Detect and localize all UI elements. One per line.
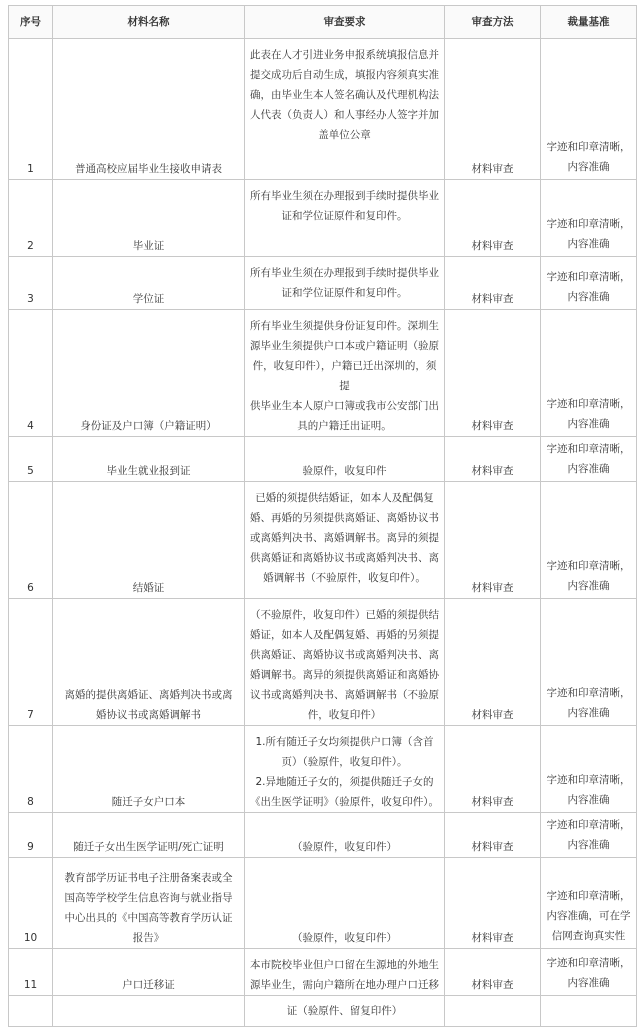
header-requirement: 审查要求 [245,6,445,39]
table-row [9,310,637,437]
review-requirement: 验原件，收复印件 [245,437,445,482]
row-index: 1 [9,39,53,180]
review-requirement: 本市院校毕业但户口留在生源地的外地生 源毕业生，需向户籍所在地办理户口迁移 [245,949,445,996]
review-method: 材料审查 [445,726,541,813]
review-requirement: 所有毕业生须提供身份证复印件。深圳生 源毕业生须提供户口本或户籍证明（验原 件，收复印件），户籍已迁出深圳的，须提 供毕业生本人原户口簿或我市公安部门出 具的户籍迁出证明。 [245,310,445,437]
review-method: 材料审查 [445,257,541,310]
discretion-basis: 字迹和印章清晰， 内容准确 [541,599,637,726]
table-row [9,257,637,310]
table-row [9,482,637,599]
table-row [9,858,637,949]
material-name: 毕业生就业报到证 [53,437,245,482]
material-name: 结婚证 [53,482,245,599]
discretion-basis: 字迹和印章清晰， 内容准确 [541,726,637,813]
review-method: 材料审查 [445,310,541,437]
review-requirement: 1.所有随迁子女均须提供户口簿（含首 页）（验原件，收复印件）。 2.异地随迁子女的，须提供随迁子女的 《出生医学证明》（验原件，收复印件）。 [245,726,445,813]
material-name: 身份证及户口簿（户籍证明） [53,310,245,437]
discretion-basis: 字迹和印章清晰， 内容准确 [541,39,637,180]
row-index: 7 [9,599,53,726]
table-row [9,437,637,482]
table-row [9,180,637,257]
review-requirement: （验原件，收复印件） [245,813,445,858]
table-row [9,726,637,813]
review-requirement: 所有毕业生须在办理报到手续时提供毕业 证和学位证原件和复印件。 [245,180,445,257]
discretion-basis: 字迹和印章清晰， 内容准确 [541,310,637,437]
review-method: 材料审查 [445,482,541,599]
review-requirement: （验原件，收复印件） [245,858,445,949]
review-method: 材料审查 [445,39,541,180]
review-method: 材料审查 [445,437,541,482]
discretion-basis: 字迹和印章清晰， 内容准确 [541,482,637,599]
discretion-basis: 字迹和印章清晰， 内容准确 [541,257,637,310]
header-index: 序号 [9,6,53,39]
row-index: 4 [9,310,53,437]
row-index: 6 [9,482,53,599]
row-index: 2 [9,180,53,257]
material-name: 户口迁移证 [53,949,245,996]
review-requirement: 此表在人才引进业务申报系统填报信息并 提交成功后自动生成，填报内容须真实准 确，由毕业生本人签名确认及代理机构法 人代表（负责人）和人事经办人签字并加 盖单位公章 [245,39,445,180]
review-method: 材料审查 [445,949,541,996]
row-index: 8 [9,726,53,813]
review-requirement: 已婚的须提供结婚证，如本人及配偶复 婚、再婚的另须提供离婚证、离婚协议书 或离婚判决书、离婚调解书。离异的须提 供离婚证和离婚协议书或离婚判决书、离 婚调解书（不验原件，收复印件）。 [245,482,445,599]
table-row-continuation [9,996,637,1027]
review-requirement-continued: 证（验原件、留复印件） [245,996,445,1027]
review-method: 材料审查 [445,180,541,257]
table-header-row [9,6,637,39]
row-index: 3 [9,257,53,310]
table-row [9,39,637,180]
material-name: 普通高校应届毕业生接收申请表 [53,39,245,180]
table-row [9,599,637,726]
empty-cell [541,996,637,1027]
discretion-basis: 字迹和印章清晰， 内容准确 [541,437,637,482]
empty-cell [53,996,245,1027]
review-method: 材料审查 [445,599,541,726]
discretion-basis: 字迹和印章清晰， 内容准确 [541,949,637,996]
material-name: 随迁子女出生医学证明/死亡证明 [53,813,245,858]
table-row [9,949,637,996]
review-method: 材料审查 [445,813,541,858]
row-index: 9 [9,813,53,858]
materials-review-table [8,5,637,1027]
review-method: 材料审查 [445,858,541,949]
material-name: 教育部学历证书电子注册备案表或全 国高等学校学生信息咨询与就业指导 中心出具的《中国高等教育学历认证 报告》 [53,858,245,949]
row-index: 11 [9,949,53,996]
header-basis: 裁量基准 [541,6,637,39]
empty-cell [9,996,53,1027]
material-name: 随迁子女户口本 [53,726,245,813]
header-method: 审查方法 [445,6,541,39]
header-material: 材料名称 [53,6,245,39]
review-requirement: （不验原件，收复印件）已婚的须提供结 婚证，如本人及配偶复婚、再婚的另须提 供离婚证、离婚协议书或离婚判决书、离 婚调解书。离异的须提供离婚证和离婚协 议书或离婚判决书、离婚调解书（不验原 件，收复印件） [245,599,445,726]
discretion-basis: 字迹和印章清晰， 内容准确，可在学 信网查询真实性 [541,858,637,949]
material-name: 学位证 [53,257,245,310]
table-row [9,813,637,858]
discretion-basis: 字迹和印章清晰， 内容准确 [541,813,637,858]
row-index: 5 [9,437,53,482]
review-requirement: 所有毕业生须在办理报到手续时提供毕业 证和学位证原件和复印件。 [245,257,445,310]
row-index: 10 [9,858,53,949]
material-name: 毕业证 [53,180,245,257]
discretion-basis: 字迹和印章清晰， 内容准确 [541,180,637,257]
empty-cell [445,996,541,1027]
material-name: 离婚的提供离婚证、离婚判决书或离 婚协议书或离婚调解书 [53,599,245,726]
